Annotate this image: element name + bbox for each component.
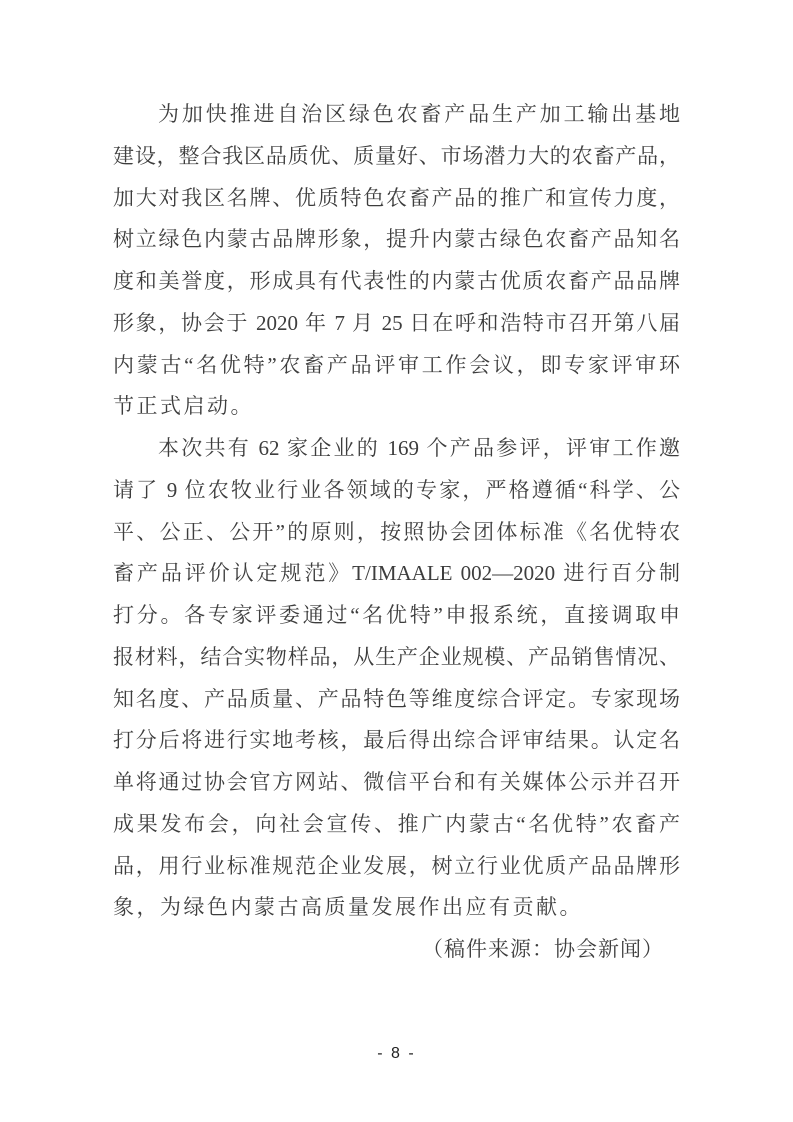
paragraph-1-line: 建设，整合我区品质优、质量好、市场潜力大的农畜产品， xyxy=(113,143,680,168)
article-body xyxy=(113,94,680,971)
paragraph-2-line: 打分。各专家评委通过“名优特”申报系统，直接调取申 xyxy=(113,603,680,627)
paragraph-1-line: 内蒙古“名优特”农畜产品评审工作会议，即专家评审环 xyxy=(113,352,680,377)
source-credit-line: （稿件来源：协会新闻） xyxy=(422,937,664,961)
paragraph-2-line: 品，用行业标准规范企业发展，树立行业优质产品品牌形 xyxy=(113,853,680,878)
paragraph-2-line: 单将通过协会官方网站、微信平台和有关媒体公示并召开 xyxy=(113,770,680,794)
paragraph-2-line: 平、公正、公开”的原则，按照协会团体标准《名优特农 xyxy=(113,519,680,544)
paragraph-2-line: 象，为绿色内蒙古高质量发展作出应有贡献。 xyxy=(113,895,583,920)
page-number: - 8 - xyxy=(377,1045,416,1062)
paragraph-1-line: 形象，协会于 2020 年 7 月 25 日在呼和浩特市召开第八届 xyxy=(113,310,680,335)
paragraph-1-line: 度和美誉度，形成具有代表性的内蒙古优质农畜产品品牌 xyxy=(113,269,680,293)
paragraph-2-line: 成果发布会，向社会宣传、推广内蒙古“名优特”农畜产 xyxy=(113,811,680,836)
paragraph-1-line: 节正式启动。 xyxy=(113,394,254,419)
paragraph-2-line: 本次共有 62 家企业的 169 个产品参评，评审工作邀 xyxy=(158,436,680,460)
paragraph-2-line: 请了 9 位农牧业行业各领域的专家，严格遵循“科学、公 xyxy=(113,477,680,502)
paragraph-2-line: 打分后将进行实地考核，最后得出综合评审结果。认定名 xyxy=(113,728,680,753)
paragraph-2-line: 报材料，结合实物样品，从生产企业规模、产品销售情况、 xyxy=(113,644,680,669)
paragraph-1-line: 树立绿色内蒙古品牌形象，提升内蒙古绿色农畜产品知名 xyxy=(113,227,680,252)
paragraph-2-line: 畜产品评价认定规范》T/IMAALE 002—2020 进行百分制 xyxy=(113,561,680,586)
paragraph-1-line: 加大对我区名牌、优质特色农畜产品的推广和宣传力度， xyxy=(113,185,680,210)
paragraph-2-line: 知名度、产品质量、产品特色等维度综合评定。专家现场 xyxy=(113,686,680,711)
paragraph-1-line: 为加快推进自治区绿色农畜产品生产加工输出基地 xyxy=(158,102,680,126)
